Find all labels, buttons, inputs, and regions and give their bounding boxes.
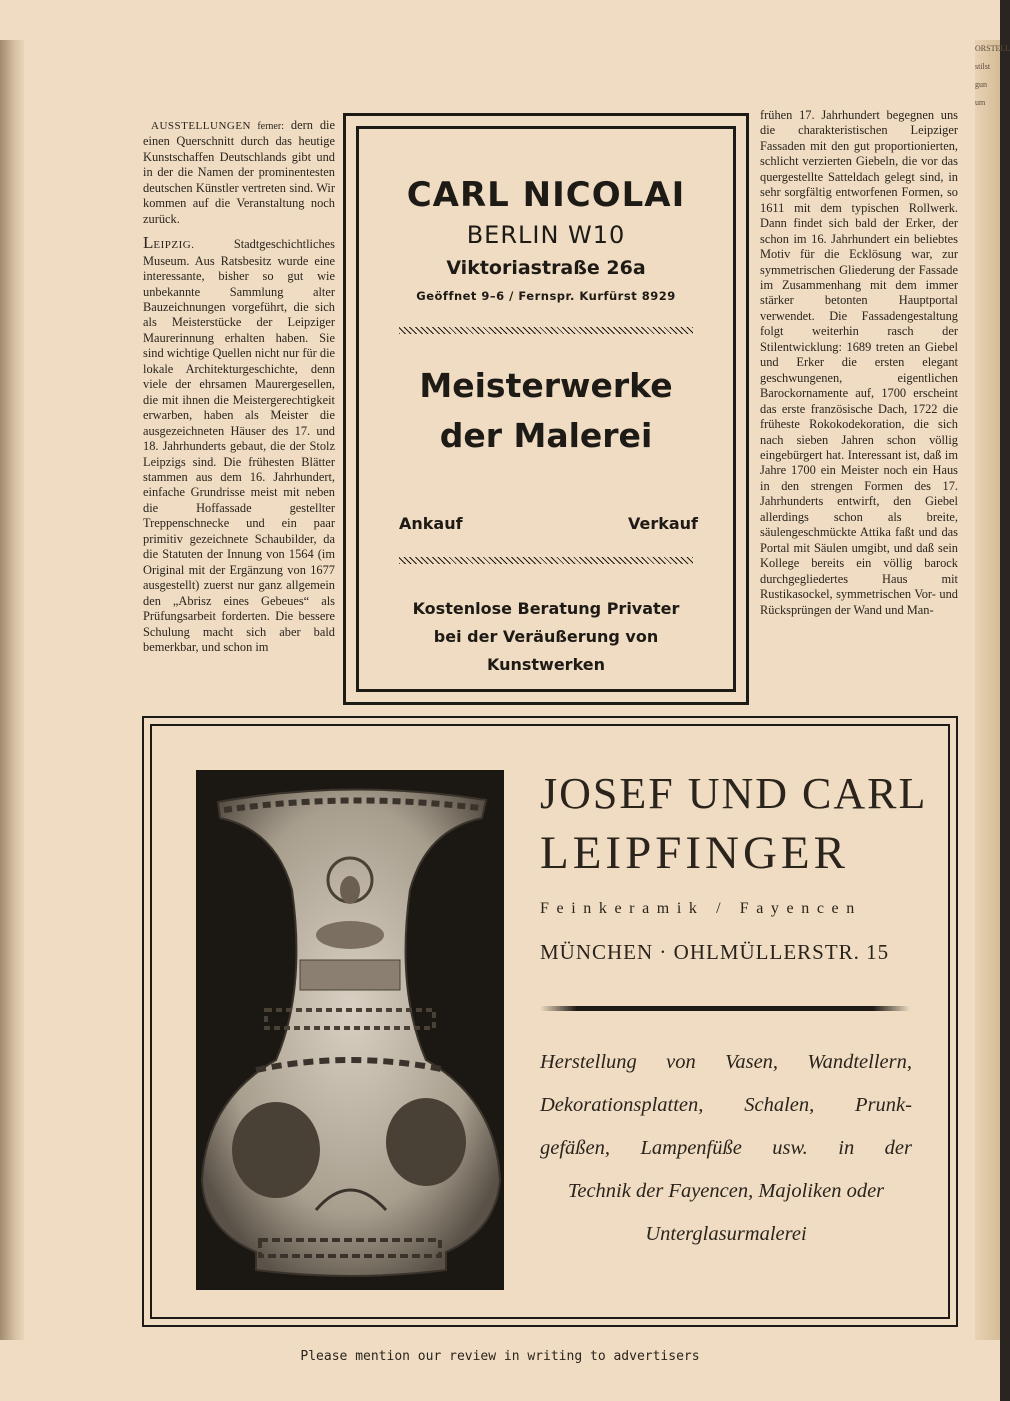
desc-line-1 [540, 1041, 912, 1084]
city-caps: EIPZIG. [153, 239, 195, 252]
ad-title-line-1: JOSEF UND CARL [540, 769, 928, 818]
headline-line-2: der Malerei [439, 416, 653, 455]
headline-line-1: Meisterwerke [419, 366, 673, 405]
next-page-edge: ORSTELL stilst gun um [975, 40, 1000, 1340]
vase-photo [196, 770, 504, 1290]
ad-hours: Geöffnet 9–6 / Fernspr. Kurfürst 8929 [416, 289, 676, 303]
ad-city: BERLIN W10 [466, 221, 626, 249]
ad-headline [359, 361, 733, 461]
ad-subtitle: Feinkeramik / Fayencen [540, 900, 862, 917]
right-article-column [760, 108, 958, 618]
ad-title-line-2: LEIPFINGER [540, 827, 849, 879]
desc-word: Schalen, [744, 1094, 815, 1116]
ad-carl-nicolai [343, 113, 749, 705]
desc-word: Prunk- [855, 1094, 912, 1116]
ad-address: MÜNCHEN · OHLMÜLLERSTR. 15 [540, 940, 890, 964]
desc-line-2 [540, 1084, 912, 1127]
ad-description [540, 1041, 912, 1256]
desc-line-4: Technik der Fayencen, Majoliken oder [567, 1180, 885, 1202]
paragraph-1: dern die einen Querschnitt durch das heutige Kunstschaffen Deutschlands gibt und in der die Namen der prominentesten deutschen Künstler vertreten sind. Wir kommen auf die Veranstaltung noch zurück. [143, 118, 335, 226]
ad-ankauf: Ankauf [399, 514, 463, 533]
consult-line-2: bei der Veräußerung von [433, 627, 659, 646]
desc-line-5: Unterglasurmalerei [645, 1223, 807, 1245]
desc-word: der [884, 1137, 912, 1159]
paragraph-2: Stadtgeschichtliches Museum. Aus Ratsbesitz wurde eine interessante, bisher so gut wie unbekannte Sammlung alter Bauzeichnungen vorgeführt, die sich als Meisterstücke der Leipziger Maurerinnung erhalten haben. Sie sind wichtige Quellen nicht nur für die lokale Architekturgeschichte, denn viele der ehrsamen Maurergesellen, die mit ihnen die Meistergerechtigkeit erwarben, haben als Meister die ausgezeichneten Häuser des 17. und 18. Jahrhunderts gebaut, die der Stolz Leipzigs sind. Die frühesten Blätter stammen aus dem 16. Jahrhundert, einfache Grundrisse meist mit neben die Hoffassade gestellter Treppenschnecke und ein paar primitiv gezeichnete Schaubilder, da die Statuten der Innung von 1564 (im Original mit der Ergänzung von 1677 ausgestellt) zuerst nur ganz allgemein den „Abrisz eines Gebeues“ als Prüfungsarbeit forderten. Die bessere Schulung macht sich aber bald bemerkbar, und schon im [143, 237, 336, 654]
lead-caps: AUSSTELLUNGEN [151, 120, 251, 132]
ad-consultation [359, 595, 733, 679]
ad-inner-frame [356, 126, 736, 692]
desc-word: usw. [772, 1137, 808, 1159]
left-article-column [143, 118, 335, 655]
ad-rule [540, 1006, 910, 1011]
consult-line-3: Kunstwerken [486, 655, 606, 674]
desc-word: Wandtellern, [807, 1051, 912, 1073]
lead-small: ferner: [251, 121, 284, 132]
hatched-divider [399, 557, 693, 564]
consult-line-1: Kostenlose Beratung Privater [412, 599, 680, 618]
paragraph-right: frühen 17. Jahrhundert begegnen uns die charakteristischen Leipziger Fassaden mit den gut proportionierten, schlicht verzierten Giebeln, die vor das quergestellte Satteldach gelegt sind, in sehr sorgfältig entworfenen Formen, so 1611 mit dem typischen Rollwerk. Dann findet sich bald der Erker, der schon im 16. Jahrhundert ein beliebtes Motiv für die Ecklösung war, zur symmetrischen Gliederung der Fassade im Zusammenhang mit dem immer stärker betonten Hauptportal verwendet. Die Fassadengestaltung folgt weiterhin rasch der Stilentwicklung: 1689 treten an Giebel und Erker die ersten elegant geschwungenen, eigentlichen Barockornamente auf, 1700 erscheint das erste französische Dach, 1722 die früheste Rokokodekoration, die sich nach sieben Jahren schon völlig eingebürgert hat. Interessant ist, daß im Jahre 1700 ein Meister noch ein Haus in den strengen Formen des 17. Jahrhunderts entwirft, den Giebel allerdings schon als breite, säulengeschmückte Attika faßt und das Portal mit Säulen umgibt, und daß sein Kollege bereits ein völlig barock durchgegliedertes Haus mit Rustikasockel, symmetrischen Vor- und Rücksprüngen der Wand und Man- [760, 108, 958, 617]
vase-illustration [196, 770, 504, 1290]
ad-inner-frame [150, 724, 950, 1319]
desc-word: Lampenfüße [640, 1137, 742, 1159]
desc-word: von [666, 1051, 696, 1073]
desc-line-3 [540, 1127, 912, 1170]
desc-word: in [838, 1137, 855, 1159]
ad-leipfinger [142, 716, 958, 1327]
page-footer: Please mention our review in writing to advertisers [300, 1349, 700, 1364]
ad-company-name: CARL NICOLAI [406, 175, 686, 215]
ad-verkauf: Verkauf [627, 514, 698, 533]
ad-street: Viktoriastraße 26a [446, 257, 646, 279]
hatched-divider [399, 327, 693, 334]
desc-word: Dekorationsplatten, [540, 1094, 704, 1116]
desc-word: gefäßen, [540, 1137, 611, 1159]
book-spine [0, 40, 24, 1340]
drop-initial: L [143, 233, 154, 253]
desc-word: Herstellung [540, 1051, 637, 1073]
desc-word: Vasen, [725, 1051, 779, 1073]
